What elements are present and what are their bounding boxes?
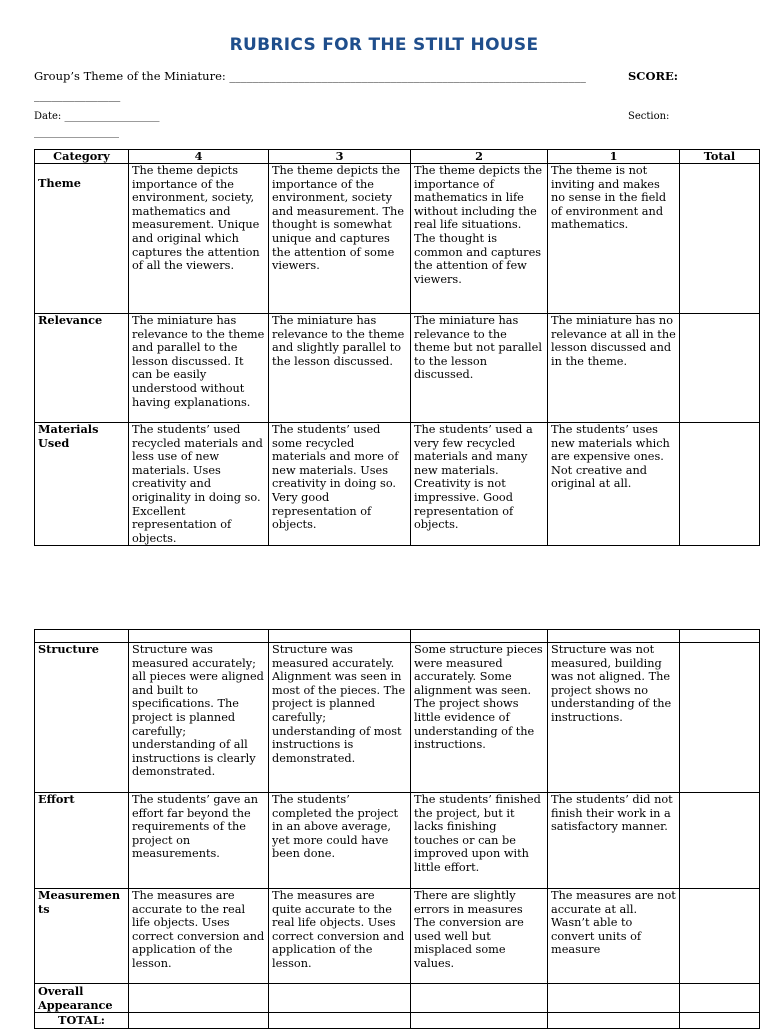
column-header-1: 1 xyxy=(548,150,680,164)
criteria-cell: The theme depicts the importance of mathematics in life without including the real life situations. The thought is common and captures the attention of few viewers. xyxy=(411,164,548,314)
score-label: SCORE: xyxy=(628,69,679,83)
table-row xyxy=(35,643,760,793)
total-score-cell[interactable] xyxy=(269,1013,411,1029)
rubric-table-2 xyxy=(34,629,760,1029)
criteria-cell: The measures are not accurate at all. Wasn’t able to convert units of measure xyxy=(548,889,680,984)
category-cell: Relevance xyxy=(35,314,129,423)
criteria-cell: The miniature has relevance to the theme and parallel to the lesson discussed. It can be easily understood without having explanations. xyxy=(129,314,269,423)
theme-line xyxy=(34,69,586,83)
header-row xyxy=(35,150,760,164)
category-cell: Theme xyxy=(35,164,129,314)
total-cell[interactable] xyxy=(680,314,760,423)
criteria-cell: The students’ did not finish their work in a satisfactory manner. xyxy=(548,793,680,889)
table-row xyxy=(35,423,760,546)
criteria-cell[interactable] xyxy=(269,984,411,1013)
criteria-cell: There are slightly errors in measures The conversion are used well but misplaced some values. xyxy=(411,889,548,984)
criteria-cell: The students’ completed the project in an above average, yet more could have been done. xyxy=(269,793,411,889)
total-score-cell[interactable] xyxy=(129,1013,269,1029)
criteria-cell: Some structure pieces were measured accurately. Some alignment was seen. The project shows little evidence of understanding of the instructions. xyxy=(411,643,548,793)
criteria-cell: The students’ used recycled materials and less use of new materials. Uses creativity and originality in doing so. Excellent representation of objects. xyxy=(129,423,269,546)
score-blank[interactable]: _______________ xyxy=(34,88,121,102)
theme-label: Group’s Theme of the Miniature: xyxy=(34,69,226,83)
criteria-cell[interactable] xyxy=(548,984,680,1013)
total-cell[interactable] xyxy=(680,164,760,314)
table-row xyxy=(35,793,760,889)
table-row xyxy=(35,314,760,423)
table-row xyxy=(35,984,760,1013)
criteria-cell: The measures are accurate to the real life objects. Uses correct conversion and application of the lesson. xyxy=(129,889,269,984)
category-cell: Materials Used xyxy=(35,423,129,546)
criteria-cell: The theme depicts importance of the environment, society, mathematics and measurement. Unique and original which captures the attention of all the viewers. xyxy=(129,164,269,314)
criteria-cell: The miniature has no relevance at all in the lesson discussed and in the theme. xyxy=(548,314,680,423)
criteria-cell: The miniature has relevance to the theme but not parallel to the lesson discussed. xyxy=(411,314,548,423)
column-header-4: 4 xyxy=(129,150,269,164)
criteria-cell: The theme depicts the importance of the environment, society and measurement. The thought is somewhat unique and captures the attention of some viewers. xyxy=(269,164,411,314)
column-header-3: 3 xyxy=(269,150,411,164)
total-score-cell[interactable] xyxy=(680,1013,760,1029)
total-cell[interactable] xyxy=(680,643,760,793)
date-blank[interactable]: ___________________ xyxy=(64,111,160,122)
theme-blank[interactable]: ______________________________________________________________ xyxy=(229,69,586,83)
column-header-total: Total xyxy=(680,150,760,164)
total-score-cell[interactable] xyxy=(548,1013,680,1029)
section-blank[interactable]: _________________ xyxy=(34,127,119,138)
criteria-cell: The students’ used some recycled materials and more of new materials. Uses creativity in doing so. Very good representation of objects. xyxy=(269,423,411,546)
criteria-cell: Structure was measured accurately; all pieces were aligned and built to specifications. The project is planned carefully; understanding of all instructions is clearly demonstrated. xyxy=(129,643,269,793)
column-header-category: Category xyxy=(35,150,129,164)
category-cell: Overall Appearance xyxy=(35,984,129,1013)
criteria-cell: The measures are quite accurate to the real life objects. Uses correct conversion and application of the lesson. xyxy=(269,889,411,984)
criteria-cell: The students’ uses new materials which are expensive ones. Not creative and original at all. xyxy=(548,423,680,546)
total-cell[interactable] xyxy=(680,793,760,889)
criteria-cell: Structure was measured accurately. Alignment was seen in most of the pieces. The project is planned carefully; understanding of most instructions is demonstrated. xyxy=(269,643,411,793)
table-row xyxy=(35,889,760,984)
total-cell[interactable] xyxy=(680,889,760,984)
total-cell[interactable] xyxy=(680,984,760,1013)
column-header-2: 2 xyxy=(411,150,548,164)
date-line xyxy=(34,111,159,122)
table-row xyxy=(35,164,760,314)
criteria-cell: The students’ gave an effort far beyond the requirements of the project on measurements. xyxy=(129,793,269,889)
criteria-cell[interactable] xyxy=(129,984,269,1013)
category-cell: Measurements xyxy=(35,889,129,984)
total-row xyxy=(35,1013,760,1029)
section-label: Section: xyxy=(628,111,670,122)
date-label: Date: xyxy=(34,111,62,122)
rubric-table-1 xyxy=(34,149,760,546)
criteria-cell: The theme is not inviting and makes no sense in the field of environment and mathematics. xyxy=(548,164,680,314)
total-label: TOTAL: xyxy=(35,1013,129,1029)
blank-header-row xyxy=(35,630,760,643)
category-cell: Structure xyxy=(35,643,129,793)
total-score-cell[interactable] xyxy=(411,1013,548,1029)
page-title: RUBRICS FOR THE STILT HOUSE xyxy=(229,35,539,55)
criteria-cell[interactable] xyxy=(411,984,548,1013)
criteria-cell: Structure was not measured, building was not aligned. The project shows no understanding of the instructions. xyxy=(548,643,680,793)
total-cell[interactable] xyxy=(680,423,760,546)
criteria-cell: The students’ finished the project, but it lacks finishing touches or can be improved upon with little effort. xyxy=(411,793,548,889)
category-cell: Effort xyxy=(35,793,129,889)
criteria-cell: The miniature has relevance to the theme and slightly parallel to the lesson discussed. xyxy=(269,314,411,423)
criteria-cell: The students’ used a very few recycled materials and many new materials. Creativity is not impressive. Good representation of objects. xyxy=(411,423,548,546)
